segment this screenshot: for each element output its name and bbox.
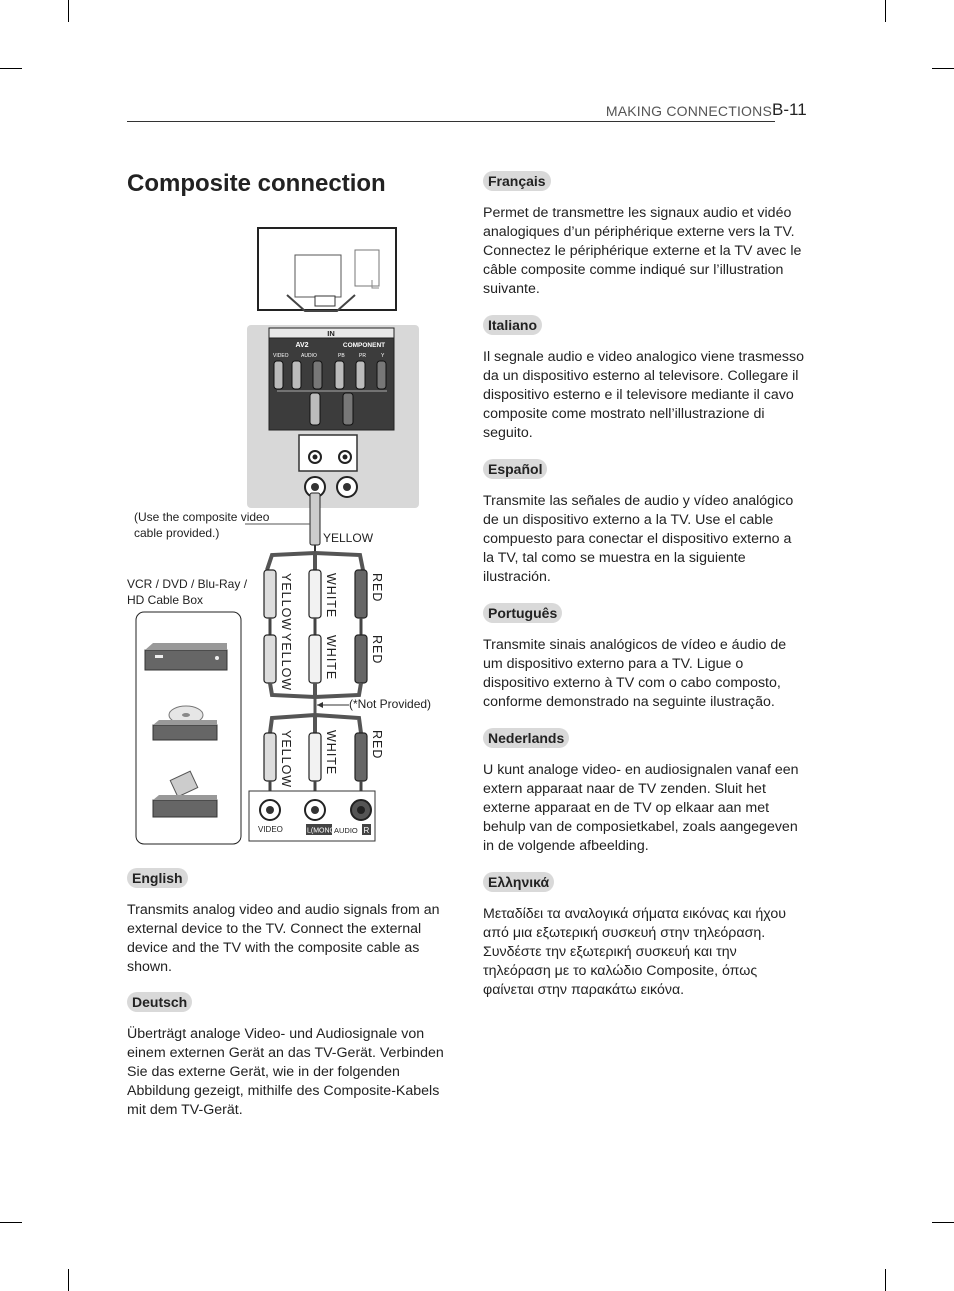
section-text: Permet de transmettre les signaux audio et vidéo analogiques d’un périphérique externe vers la TV. Connectez le périphérique externe et la TV avec le câble composite comme indiqué sur l’illustration suivante. xyxy=(483,205,802,297)
video-port-label: VIDEO xyxy=(273,353,289,359)
yellow-cable-label: YELLOW xyxy=(323,531,374,545)
lower-yellow-label: YELLOW xyxy=(279,730,293,789)
crop-mark xyxy=(885,0,886,22)
language-badge: Deutsch xyxy=(127,992,192,1012)
section-text: Transmits analog video and audio signals from an external device to the TV. Connect the external device and the TV with the composite cable as shown. xyxy=(127,902,440,975)
component-label: COMPONENT xyxy=(342,342,386,349)
language-badge: Nederlands xyxy=(483,728,569,748)
section-text: Transmite las señales de audio y vídeo analógico de un dispositivo externo a la TV. Use el cable compuesto para conectar el dispositivo externo a la TV, tal como se muestra en la siguiente ilustración. xyxy=(483,493,794,585)
device-label: VCR / DVD / Blu-Ray / HD Cable Box xyxy=(127,577,248,607)
upper-white-label: WHITE xyxy=(324,573,338,619)
composite-plug xyxy=(310,493,320,545)
cable-note: (Use the composite video cable provided.) xyxy=(134,510,270,540)
crop-mark xyxy=(0,68,22,69)
section-text: U kunt analoge video- en audiosignalen vanaf een extern apparaat naar de TV zenden. Sluit het externe apparaat en de TV op elkaar aan met behulp van de composietkabel, zoals aangegeven in de volgende afbeelding. xyxy=(483,762,799,854)
section-francais xyxy=(483,171,805,299)
tv-port-icon xyxy=(315,296,335,306)
page-title: Composite connection xyxy=(127,170,386,197)
header-divider xyxy=(127,121,775,122)
section-portugues xyxy=(483,603,805,712)
language-badge: English xyxy=(127,868,188,888)
crop-mark xyxy=(68,0,69,22)
language-badge: Français xyxy=(483,171,551,191)
pb-port-label: PB xyxy=(338,353,345,359)
in-label: IN xyxy=(327,329,335,338)
crop-mark xyxy=(932,1222,954,1223)
lower-red-label: RED xyxy=(370,730,384,760)
cable-top xyxy=(267,553,363,570)
language-badge: Português xyxy=(483,603,562,623)
upper-red-label: RED xyxy=(370,573,384,603)
section-english xyxy=(127,868,449,977)
section-ellinika xyxy=(483,872,805,1000)
upper-yellow-label: YELLOW xyxy=(279,573,293,632)
crop-mark xyxy=(932,68,954,69)
middle-yellow-label: YELLOW xyxy=(279,633,293,692)
section-text: Μεταδίδει τα αναλογικά σήματα εικόνας και ήχου από μια εξωτερική συσκευή στην τηλεόραση. Συνδέστε την εξωτερική συσκευή και την τηλεόραση με το καλώδιο Composite, όπως φαίνεται στην παρακάτω εικόνα. xyxy=(483,906,786,998)
language-badge: Italiano xyxy=(483,315,542,335)
section-text: Il segnale audio e video analogico viene trasmesso da un dispositivo esterno al televisore. Collegare il dispositivo esterno e il televisore mediante il cavo composite come mostrato nell’illustrazione di seguito. xyxy=(483,349,804,441)
section-deutsch xyxy=(127,992,449,1120)
section-text: Transmite sinais analógicos de vídeo e áudio de um dispositivo externo para a TV. Ligue o dispositivo externo à TV com o cabo composto, conforme demonstrado na seguinte ilustração. xyxy=(483,637,787,710)
header-section-title: MAKING CONNECTIONS xyxy=(605,103,772,119)
pr-port-label: PR xyxy=(359,353,366,359)
device-lmono-label: L(MONO) xyxy=(307,827,338,835)
device-r-label: R xyxy=(363,826,370,835)
middle-red-label: RED xyxy=(370,635,384,665)
tv-stand xyxy=(295,255,341,297)
section-text: Überträgt analoge Video- und Audiosignale von einem externen Gerät an das TV-Gerät. Verbinden Sie das externe Gerät, wie in der folgenden Abbildung gezeigt, mithilfe des Composite-Kabels mit dem TV-Gerät. xyxy=(127,1026,444,1118)
section-nederlands xyxy=(483,728,805,856)
vcr-device-icon xyxy=(145,643,227,670)
language-badge: Ελληνικά xyxy=(483,872,554,892)
connection-diagram xyxy=(127,225,457,850)
not-provided-label: (*Not Provided) xyxy=(349,697,432,711)
tv-side-panel xyxy=(355,250,379,286)
language-badge: Español xyxy=(483,459,547,479)
crop-mark xyxy=(885,1269,886,1291)
lower-white-label: WHITE xyxy=(324,730,338,776)
device-video-label: VIDEO xyxy=(258,825,283,834)
y-port-label: Y xyxy=(381,353,385,359)
page-number: B-11 xyxy=(772,100,807,119)
middle-white-label: WHITE xyxy=(324,635,338,681)
crop-mark xyxy=(68,1269,69,1291)
crop-mark xyxy=(0,1222,22,1223)
device-audio-label: AUDIO xyxy=(334,826,358,835)
audio-port-label: AUDIO xyxy=(301,353,317,359)
av2-label: AV2 xyxy=(295,342,309,349)
section-italiano xyxy=(483,315,805,443)
section-espanol xyxy=(483,459,805,587)
